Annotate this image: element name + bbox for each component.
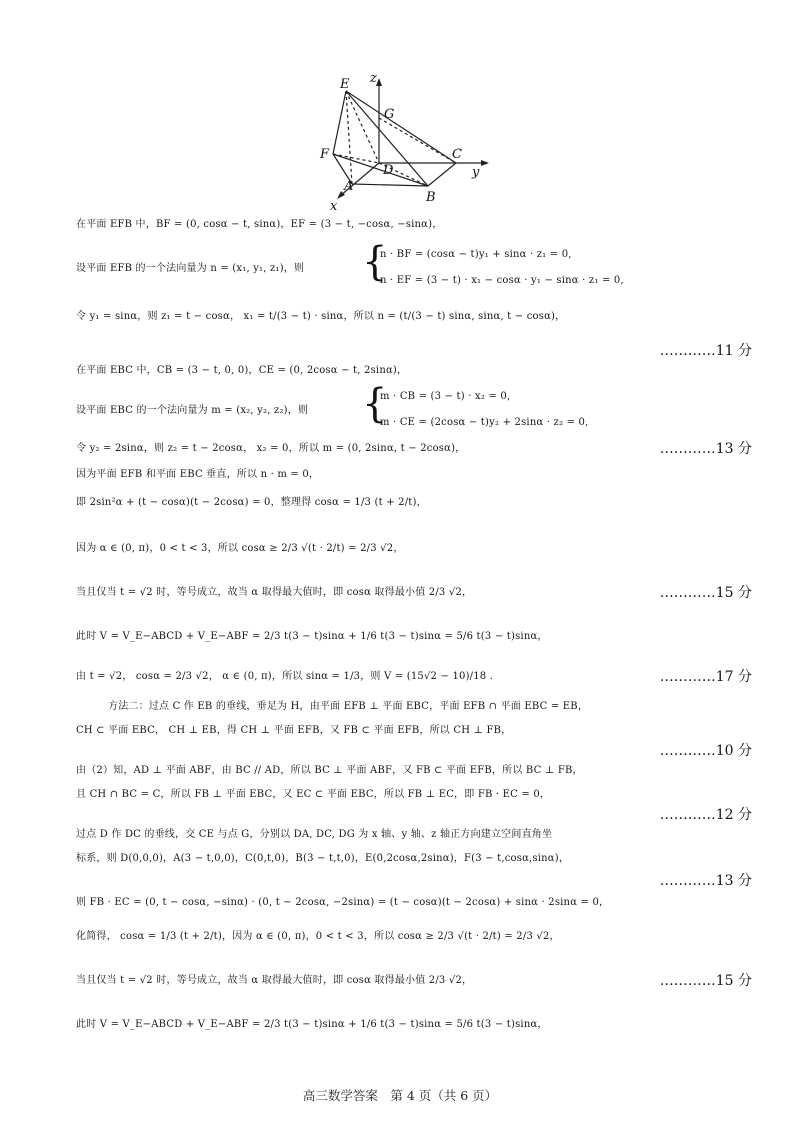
text-line: 则 FB · EC = (0, t − cosα, −sinα) · (0, t − 2cosα, −2sinα) = (t − cosα)(t − 2cosα) + sinα · 2sinα = 0， (76, 897, 610, 908)
label-B: B (426, 190, 436, 205)
system-brace: { (362, 381, 388, 427)
score-marker: …………13 分 (659, 441, 752, 457)
score-marker: …………12 分 (659, 807, 752, 823)
text-line: 设平面 EBC 的一个法向量为 m = (x₂, y₂, z₂)，则 (76, 405, 309, 416)
label-A: A (344, 179, 354, 194)
text-line: 此时 V = V_E−ABCD + V_E−ABF = 2/3 t(3 − t)sinα + 1/6 t(3 − t)sinα = 5/6 t(3 − t)sinα， (76, 631, 548, 642)
text-line: 即 2sin²α + (t − cosα)(t − 2cosα) = 0，整理得 cosα = 1/3 (t + 2/t)， (76, 497, 427, 508)
label-D: D (383, 163, 394, 178)
label-x: x (330, 199, 338, 214)
score-marker: …………17 分 (659, 669, 752, 685)
text-line: 当且仅当 t = √2 时，等号成立，故当 α 取得最大值时，即 cosα 取得最小值 2/3 √2， (76, 975, 473, 986)
text-line: 方法二：过点 C 作 EB 的垂线，垂足为 H，由平面 EFB ⊥ 平面 EBC，平面 EFB ∩ 平面 EBC = EB， (108, 701, 589, 712)
text-line: n · BF = (cosα − t)y₁ + sinα · z₁ = 0, (380, 249, 572, 260)
page-footer: 高三数学答案 第 4 页（共 6 页） (302, 1088, 498, 1103)
system-brace: { (362, 239, 388, 285)
text-line: 当且仅当 t = √2 时，等号成立，故当 α 取得最大值时，即 cosα 取得最小值 2/3 √2， (76, 587, 473, 598)
score-marker: …………13 分 (659, 873, 752, 889)
score-marker: …………15 分 (659, 973, 752, 989)
text-line: 标系，则 D(0,0,0)，A(3 − t,0,0)，C(0,t,0)，B(3 − t,t,0)，E(0,2cosα,2sinα)，F(3 − t,cosα,sinα)， (76, 853, 570, 864)
text-line: 在平面 EBC 中，CB = (3 − t, 0, 0)，CE = (0, 2cosα − t, 2sinα)， (76, 365, 408, 376)
text-line: 由 t = √2， cosα = 2/3 √2， α ∈ (0, π)，所以 sinα = 1/3，则 V = (15√2 − 10)/18 . (76, 671, 494, 682)
text-line: 令 y₂ = 2sinα，则 z₂ = t − 2cosα， x₂ = 0，所以 m = (0, 2sinα, t − 2cosα)， (76, 443, 466, 454)
label-F: F (320, 147, 330, 162)
label-G: G (384, 107, 395, 122)
text-line: 此时 V = V_E−ABCD + V_E−ABF = 2/3 t(3 − t)sinα + 1/6 t(3 − t)sinα = 5/6 t(3 − t)sinα， (76, 1019, 548, 1030)
label-z: z (370, 71, 377, 86)
geometry-figure (300, 66, 500, 216)
text-line: 设平面 EFB 的一个法向量为 n = (x₁, y₁, z₁)，则 (76, 263, 305, 274)
text-line: m · CB = (3 − t) · x₂ = 0, (380, 391, 511, 402)
text-line: 过点 D 作 DC 的垂线，交 CE 与点 G，分别以 DA, DC, DG 为 x 轴、y 轴、z 轴正方向建立空间直角坐 (76, 829, 553, 840)
label-C: C (452, 147, 462, 162)
text-line: 且 CH ∩ BC = C，所以 FB ⊥ 平面 EBC，又 EC ⊂ 平面 EBC，所以 FB ⊥ EC，即 FB · EC = 0， (76, 789, 551, 800)
text-line: CH ⊂ 平面 EBC， CH ⊥ EB，得 CH ⊥ 平面 EFB，又 FB ⊂ 平面 EFB，所以 CH ⊥ FB， (76, 725, 512, 736)
score-marker: …………11 分 (659, 343, 752, 359)
text-line: 在平面 EFB 中，BF = (0, cosα − t, sinα)，EF = (3 − t, −cosα, −sinα)， (76, 219, 443, 230)
text-line: n · EF = (3 − t) · x₁ − cosα · y₁ − sinα · z₁ = 0, (380, 275, 624, 286)
score-marker: …………10 分 (659, 743, 752, 759)
text-line: 令 y₁ = sinα，则 z₁ = t − cosα， x₁ = t/(3 − t) · sinα，所以 n = (t/(3 − t) sinα, sinα, t − cosα)， (76, 311, 566, 322)
text-line: 化简得， cosα = 1/3 (t + 2/t)，因为 α ∈ (0, π)，0 < t < 3，所以 cosα ≥ 2/3 √(t · 2/t) = 2/3 √2， (76, 931, 560, 942)
text-line: 由（2）知，AD ⊥ 平面 ABF，由 BC // AD，所以 BC ⊥ 平面 ABF，又 FB ⊂ 平面 EFB，所以 BC ⊥ FB， (76, 765, 583, 776)
text-line: 因为平面 EFB 和平面 EBC 垂直，所以 n · m = 0， (76, 469, 320, 480)
score-marker: …………15 分 (659, 585, 752, 601)
text-line: m · CE = (2cosα − t)y₂ + 2sinα · z₂ = 0, (380, 417, 589, 428)
label-y: y (472, 165, 480, 180)
text-line: 因为 α ∈ (0, π)，0 < t < 3，所以 cosα ≥ 2/3 √(t · 2/t) = 2/3 √2， (76, 543, 404, 554)
label-E: E (340, 77, 350, 92)
